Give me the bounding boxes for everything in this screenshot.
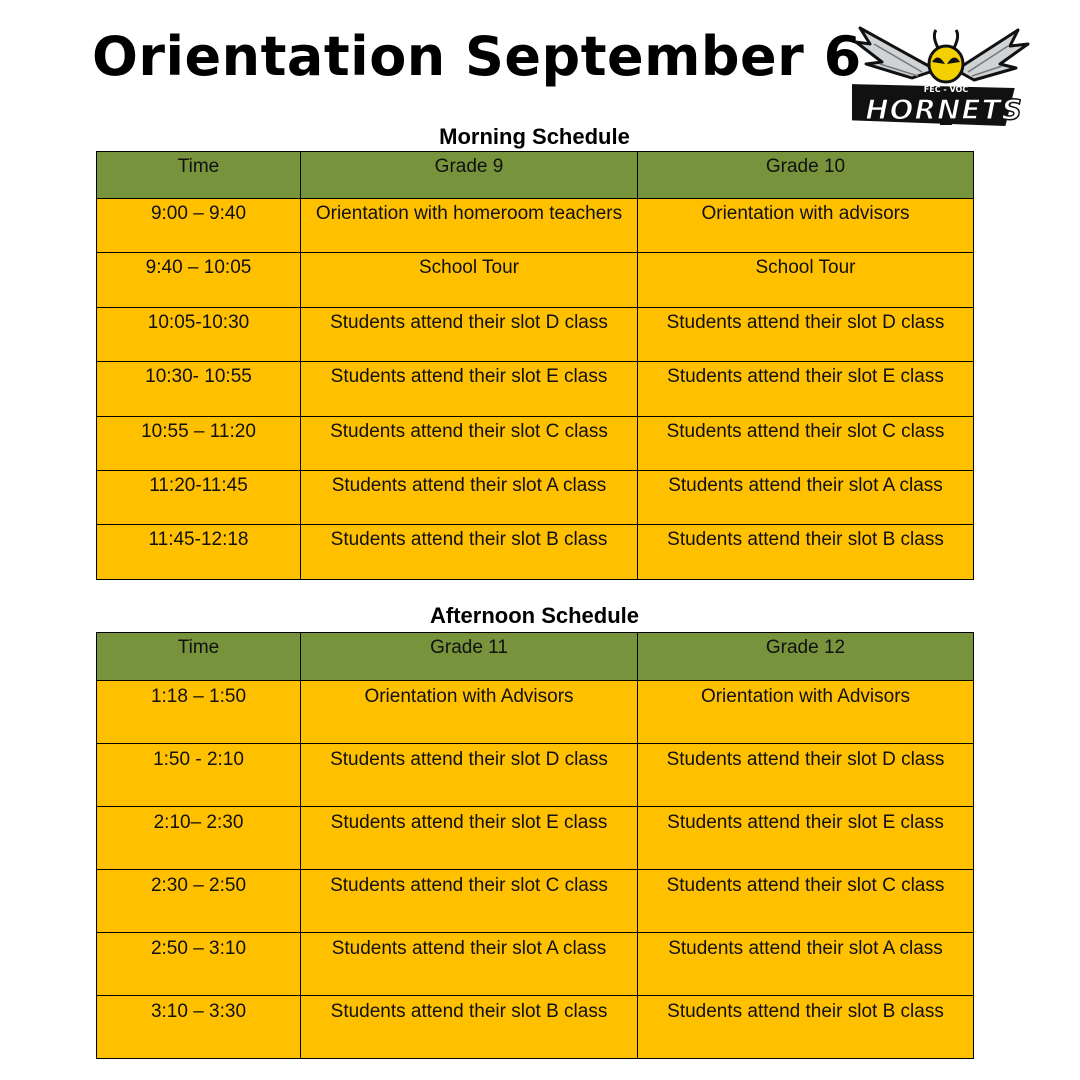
time-cell: 10:30- 10:55	[97, 362, 301, 416]
header-time: Time	[97, 633, 301, 681]
grade-9-cell: Students attend their slot D class	[301, 307, 638, 361]
header-grade-11: Grade 11	[301, 633, 638, 681]
header-time: Time	[97, 152, 301, 199]
time-cell: 10:05-10:30	[97, 307, 301, 361]
grade-11-cell: Students attend their slot D class	[301, 744, 638, 807]
header-grade-9: Grade 9	[301, 152, 638, 199]
grade-10-cell: Students attend their slot D class	[638, 307, 974, 361]
grade-12-cell: Students attend their slot D class	[638, 744, 974, 807]
table-row	[97, 307, 974, 361]
time-cell: 11:45-12:18	[97, 525, 301, 579]
table-row	[97, 996, 974, 1059]
grade-12-cell: Students attend their slot B class	[638, 996, 974, 1059]
table-row	[97, 416, 974, 470]
grade-11-cell: Students attend their slot A class	[301, 933, 638, 996]
time-cell: 10:55 – 11:20	[97, 416, 301, 470]
table-row	[97, 525, 974, 579]
grade-9-cell: Students attend their slot C class	[301, 416, 638, 470]
table-row	[97, 362, 974, 416]
grade-12-cell: Students attend their slot A class	[638, 933, 974, 996]
time-cell: 2:10– 2:30	[97, 807, 301, 870]
time-cell: 2:30 – 2:50	[97, 870, 301, 933]
header-grade-12: Grade 12	[638, 633, 974, 681]
grade-11-cell: Orientation with Advisors	[301, 681, 638, 744]
morning-schedule-title: Morning Schedule	[439, 124, 630, 149]
time-cell: 11:20-11:45	[97, 470, 301, 524]
table-row	[97, 870, 974, 933]
grade-10-cell: Students attend their slot E class	[638, 362, 974, 416]
grade-10-cell: Students attend their slot B class	[638, 525, 974, 579]
afternoon-schedule-title: Afternoon Schedule	[429, 603, 639, 628]
table-header-row	[97, 152, 974, 199]
morning-schedule-table	[96, 151, 974, 580]
time-cell: 9:40 – 10:05	[97, 253, 301, 307]
grade-9-cell: Orientation with homeroom teachers	[301, 199, 638, 253]
time-cell: 1:18 – 1:50	[97, 681, 301, 744]
table-row	[97, 933, 974, 996]
table-row	[97, 470, 974, 524]
grade-9-cell: Students attend their slot E class	[301, 362, 638, 416]
grade-11-cell: Students attend their slot B class	[301, 996, 638, 1059]
table-row	[97, 681, 974, 744]
grade-11-cell: Students attend their slot C class	[301, 870, 638, 933]
wing-left-icon	[856, 28, 936, 78]
logo-main-text: HORNETS	[865, 93, 1023, 126]
time-cell: 2:50 – 3:10	[97, 933, 301, 996]
grade-10-cell: Students attend their slot A class	[638, 470, 974, 524]
afternoon-schedule-table	[96, 632, 974, 1059]
hornets-logo	[852, 22, 1032, 134]
header-grade-10: Grade 10	[638, 152, 974, 199]
hornet-head-icon	[929, 30, 963, 82]
grade-12-cell: Students attend their slot C class	[638, 870, 974, 933]
time-cell: 1:50 - 2:10	[97, 744, 301, 807]
table-row	[97, 199, 974, 253]
page-title: Orientation September 6	[92, 25, 862, 88]
grade-9-cell: Students attend their slot B class	[301, 525, 638, 579]
time-cell: 9:00 – 9:40	[97, 199, 301, 253]
grade-10-cell: School Tour	[638, 253, 974, 307]
grade-12-cell: Orientation with Advisors	[638, 681, 974, 744]
table-header-row	[97, 633, 974, 681]
grade-12-cell: Students attend their slot E class	[638, 807, 974, 870]
grade-10-cell: Orientation with advisors	[638, 199, 974, 253]
time-cell: 3:10 – 3:30	[97, 996, 301, 1059]
table-row	[97, 807, 974, 870]
grade-9-cell: Students attend their slot A class	[301, 470, 638, 524]
grade-11-cell: Students attend their slot E class	[301, 807, 638, 870]
table-row	[97, 253, 974, 307]
table-row	[97, 744, 974, 807]
wing-right-icon	[956, 30, 1028, 80]
logo-small-text: FEC - VOC	[923, 85, 969, 94]
grade-9-cell: School Tour	[301, 253, 638, 307]
grade-10-cell: Students attend their slot C class	[638, 416, 974, 470]
